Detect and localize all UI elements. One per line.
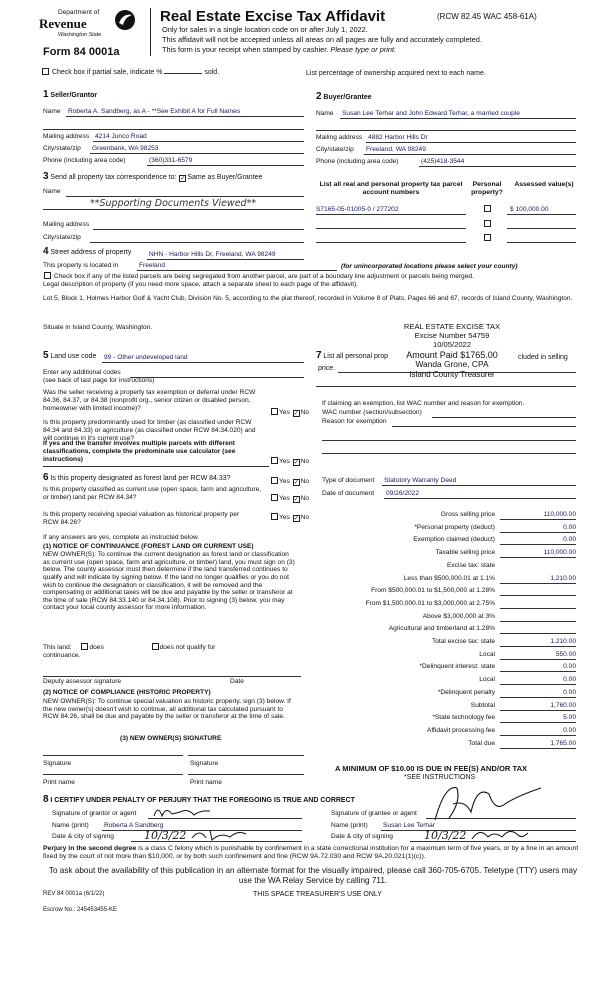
section7-heading: 7 List all personal prop [316, 350, 388, 361]
instructions-note: (see back of last page for instructions) [43, 377, 155, 384]
notice2-text: NEW OWNER(S): To continue special valuation as historic property, sign (3) below. If the new owner(s) doesn't wish to continue, all additional tax calculated pursuant to RCW 84.26, shall be due and payable by the seller or transferor at the time of sale. [43, 698, 291, 721]
exemption-question: Was the seller receiving a property tax exemption or deferral under RCW 84.36, 84.37, or 84.38 (nonprofit org., senior citizen or disabled person, homeowner with limited income)? [43, 389, 256, 412]
owner-print-label-1: Print name [43, 779, 75, 786]
grantee-signature-scribble [405, 782, 545, 824]
calc-label: Local [479, 676, 495, 684]
calc-label: Less than $500,000.01 at 1.1% [403, 574, 495, 582]
deputy-signature-label: Deputy assessor signature [43, 678, 122, 685]
timber-no-checkbox[interactable]: ✓ [293, 460, 299, 466]
owner-print-label-2: Print name [190, 779, 222, 786]
forest-yes-checkbox[interactable] [271, 477, 278, 484]
historic-question: Is this property receiving special valuation as historical property per RCW 84.26? [43, 511, 240, 526]
form-number: Form 84 0001a [43, 46, 120, 58]
header-note3: This form is your receipt when stamped by cashier. Please type or print. [162, 45, 397, 54]
notice1-text: NEW OWNER(S): To continue the current designation as forest land or classification as current use (open space, farm and agriculture, or timber) land, you must sign on (3) below. The county assessor must then determine if the land transferred continues to qualify and will indicate by signing below. If the land no longer qualifies or you do not wish to continue the designation or classification, it will be removed and the compensating or additional taxes will be due and payable by the seller or transferor at the time of sale (RCW 84.33.140 or 84.34.108). Prior to signing (3) below, you may contact your local county assessor for more information. [43, 551, 295, 612]
same-as-buyer-checkbox[interactable]: ✓ [180, 176, 186, 182]
wac-label: WAC number (section/subsection) [322, 409, 422, 416]
legal-description-label: Legal description of property (if you need more space, attach a separate sheet to each page of the affidavit). [43, 281, 359, 288]
buyer-city-label: City/state/zip [316, 146, 354, 153]
revision-label: REV 84 0001a (6/1/22) [43, 891, 105, 897]
seller-heading: 1 Seller/Grantor [43, 89, 98, 100]
section6-heading: 6 Is this property designated as forest land per RCW 84.33? [43, 472, 231, 483]
timber-yes-checkbox[interactable] [271, 457, 278, 464]
notice1-heading: (1) NOTICE OF CONTINUANCE (FOREST LAND OR CURRENT USE) [43, 543, 254, 550]
location-label: This property is located in [43, 262, 119, 269]
calc-label: Affidavit processing fee [426, 726, 495, 734]
exemption-no-checkbox[interactable]: ✓ [293, 411, 299, 417]
revenue-logo-icon [114, 8, 136, 32]
current-use-no-checkbox[interactable]: ✓ [293, 497, 299, 503]
land-use-code-field[interactable]: 99 - Other undeveloped land [104, 354, 188, 361]
form-rcw: (RCW 82.45 WAC 458-61A) [437, 12, 537, 21]
calc-label: Taxable selling price [435, 549, 495, 557]
does-checkbox[interactable] [81, 643, 88, 650]
buyer-address-label: Mailing address [316, 134, 363, 141]
calc-value[interactable]: 0.00 [563, 688, 576, 696]
doc-type-label: Type of document [322, 477, 375, 484]
exemption-yes-no: Yes ✓ No [270, 408, 309, 417]
grantor-signature-label: Signature of grantor or agent [52, 810, 137, 817]
header-note1: Only for sales in a single location code on or after July 1, 2022. [162, 25, 368, 34]
assessed-col-header: Assessed value(s) [514, 181, 574, 188]
property-address-field[interactable]: NHN - Harbor Hills Dr, Freeland, WA 98249 [149, 251, 276, 258]
calc-label: Total due [468, 739, 495, 747]
buyer-phone-label: Phone (including area code) [316, 158, 399, 165]
calc-label: *Personal property (deduct) [414, 523, 495, 531]
grantee-name-field[interactable]: Susan Lee Terhar [383, 822, 435, 829]
calc-value[interactable]: 1,765.00 [550, 739, 576, 747]
deputy-date-label: Date [230, 678, 244, 685]
grantor-date-label: Date & city of signing [52, 833, 114, 840]
buyer-name-field[interactable]: Susan Lee Terhar and John Edward Terhar, a married couple [342, 110, 520, 117]
partial-sale-checkbox[interactable] [42, 68, 49, 75]
grantee-signature-label: Signature of grantee or agent [331, 810, 417, 817]
logo-agency: Revenue [39, 16, 87, 31]
calc-value[interactable]: 0.00 [563, 536, 576, 544]
assessed-value[interactable]: $ 100,000.00 [510, 206, 549, 213]
reason-label: Reason for exemption [322, 418, 387, 425]
section5-heading: 5 Land use code [43, 350, 97, 361]
list-percentage-note: List percentage of ownership acquired next to each name. [306, 70, 486, 77]
sec3-city-label: City/state/zip [43, 234, 81, 241]
calc-label: *Delinquent penalty [437, 688, 495, 696]
accessibility-notice: To ask about the availability of this publication in an alternate format for the visually impaired, please call 360-705-6705. Teletype (TTY) users may use the WA Relay Service by calling 711. [48, 866, 578, 885]
forest-yes-no: Yes ✓ No [270, 477, 309, 486]
notice3-heading: (3) NEW OWNER(S) SIGNATURE [120, 735, 222, 742]
seller-name-label: Name [43, 108, 61, 115]
calc-value[interactable]: 110,000.00 [543, 549, 576, 557]
buyer-heading: 2 Buyer/Grantee [316, 91, 372, 102]
grantee-date-field[interactable]: 10/3/22 [424, 829, 467, 842]
personal-property-checkbox-1[interactable] [484, 205, 491, 212]
calc-label: From $1,500,000.01 to $3,000,000 at 2.75% [365, 599, 495, 607]
calc-value[interactable]: 1,210.00 [550, 638, 576, 645]
forest-no-checkbox[interactable]: ✓ [293, 480, 299, 486]
calc-value[interactable]: 110,000.00 [543, 511, 576, 518]
seller-city-field[interactable]: Greenbank, WA 98253 [92, 145, 159, 152]
historic-no-checkbox[interactable]: ✓ [293, 516, 299, 522]
situate-text: Situate in Island County, Washington. [43, 324, 153, 331]
treasurer-space-label: THIS SPACE TREASURER'S USE ONLY [253, 891, 382, 898]
calc-label: *State technology fee [432, 714, 495, 722]
buyer-phone-field[interactable]: (425)418-3544 [421, 158, 465, 165]
section4-heading: 4 Street address of property [43, 246, 132, 257]
sec3-name-label: Name [43, 188, 61, 195]
calc-label: Total excise tax: state [431, 638, 495, 645]
sec3-address-label: Mailing address [43, 221, 90, 228]
excise-stamp: REAL ESTATE EXCISE TAX Excise Number 54759 10/05/2022 Amount Paid $1765.00 Wanda Grone, CPA Island County Treasurer [403, 322, 501, 379]
timber-question: Is this property predominantly used for timber (as classified under RCW 84.34 and 84.33) or agriculture (as classified under RCW 84.34.020) and will continue in it's current use? [43, 419, 256, 442]
parcel-col-header: List all real and personal property tax parcel account numbers [319, 181, 463, 197]
current-use-question: Is this property classified as current use (open space, farm and agriculture, or timber) land per RCW 84.34? [43, 486, 262, 501]
section3-heading: 3 Send all property tax correspondence to: ✓ Same as Buyer/Grantee [43, 171, 263, 182]
partial-sale-row: Check box if partial sale, indicate % sold. [41, 68, 219, 77]
exemption-yes-checkbox[interactable] [271, 408, 278, 415]
grantee-name-label: Name (print) [331, 822, 368, 829]
calc-value[interactable]: 5.00 [563, 714, 576, 722]
owner-signature-label-2: Signature [190, 760, 219, 767]
does-not-checkbox[interactable] [152, 643, 159, 650]
calc-value[interactable]: 0.00 [563, 523, 576, 531]
buyer-address-field[interactable]: 4882 Harbor Hills Dr [368, 134, 428, 141]
this-land-row: This land: does does not qualify for [43, 644, 216, 651]
calc-label: Above $3,000,000 at 3% [422, 612, 495, 620]
minimum-due-note: A MINIMUM OF $10.00 IS DUE IN FEE(S) AND/OR TAX [335, 764, 528, 773]
escrow-number: Escrow No.: 245453455-KE [43, 907, 118, 913]
location-field[interactable]: Freeland [139, 262, 166, 269]
section8-heading: 8 I CERTIFY UNDER PENALTY OF PERJURY THAT THE FOREGOING IS TRUE AND CORRECT [43, 794, 355, 805]
unincorporated-note: (for unincorporated locations please select your county) [341, 263, 518, 270]
parcel-number[interactable]: S7165-05-01005-0 / 277202 [316, 206, 399, 213]
exemption-instruction: If claiming an exemption, list WAC number and reason for exemption. [322, 400, 525, 407]
grantee-initials-scribble [470, 825, 530, 843]
personal-col-header: Personal property? [471, 181, 503, 197]
grantor-name-label: Name (print) [52, 822, 89, 829]
calc-value[interactable]: 0.00 [563, 726, 576, 734]
calc-value[interactable]: 1,210.00 [550, 574, 576, 582]
doc-date-label: Date of document [322, 490, 375, 497]
grantor-name-field[interactable]: Roberta A Sandberg [104, 822, 164, 829]
calc-value[interactable]: 0.00 [563, 676, 576, 684]
continuance-text: continuance. [43, 652, 81, 659]
timber-yes-no: Yes ✓ No [270, 457, 309, 466]
calc-label: Local [479, 650, 495, 658]
seller-address-label: Mailing address [43, 133, 90, 140]
section7-label-price: price. [318, 365, 336, 372]
calc-label: From $500,000.01 to $1,500,000 at 1.28% [371, 587, 495, 595]
header-note2: This affidavit will not be accepted unless all areas on all pages are fully and accurately completed. [162, 35, 482, 44]
personal-property-checkbox-2[interactable] [484, 220, 491, 227]
owner-signature-label-1: Signature [43, 760, 72, 767]
calc-label: Subtotal [470, 701, 495, 709]
calc-label: *Delinquent interest: state [419, 663, 495, 671]
notice2-heading: (2) NOTICE OF COMPLIANCE (HISTORIC PROPERTY) [43, 689, 211, 696]
current-use-yes-no: Yes ✓ No [270, 494, 309, 503]
grantor-signature-scribble [150, 802, 220, 822]
seller-city-label: City/state/zip [43, 145, 81, 152]
segregated-checkbox[interactable] [44, 272, 51, 279]
calc-label: Excise tax: state [446, 561, 495, 569]
additional-codes-label: Enter any additional codes [43, 369, 121, 376]
grantee-date-label: Date & city of signing [331, 833, 393, 840]
perjury-notice: Perjury in the second degree is a class C felony which is punishable by confinement in a state correctional institution for a maximum term of five years, or by a fine in an amount fixed by the court of not more than $10,000, or by both such confinement and fine (RCW 9A.72.030 and RCW 9A.20.021(1)(c)). [43, 845, 579, 861]
grantor-date-field[interactable]: 10/3/22 [144, 829, 187, 842]
if-yes-note: If any answers are yes, complete as instructed below. [43, 534, 200, 541]
doc-type-field[interactable]: Statutory Warranty Deed [384, 477, 457, 484]
see-instructions-note: *SEE INSTRUCTIONS [404, 774, 476, 781]
calc-value[interactable]: 550.00 [555, 650, 576, 658]
buyer-city-field[interactable]: Freeland, WA 98249 [366, 146, 426, 153]
calc-value[interactable]: 0.00 [563, 663, 576, 671]
current-use-yes-checkbox[interactable] [271, 494, 278, 501]
grantor-initials-scribble [190, 826, 250, 842]
seller-address-field[interactable]: 4214 Junco Road [95, 133, 147, 140]
calc-label: Gross selling price [440, 511, 495, 518]
logo-dept: Department of [58, 9, 100, 16]
buyer-name-label: Name [316, 110, 334, 117]
historic-yes-no: Yes ✓ No [270, 513, 309, 522]
personal-property-checkbox-3[interactable] [484, 234, 491, 241]
section7-label-end: cluded in selling [518, 354, 568, 361]
calc-value[interactable]: 1,760.00 [550, 701, 576, 709]
seller-phone-label: Phone (including area code) [43, 157, 126, 164]
legal-description: Lot 5, Block 1, Holmes Harbor Golf & Yacht Club, Division No. 5, according to the plat thereof, recorded in Volume 8 of Plats, Pages 66 and 67, records of Island County, Washington. [43, 295, 573, 302]
seller-name-field[interactable]: Roberta A. Sandberg, as A - **See Exhibit A for Full Names [68, 108, 241, 115]
predominate-use-note: If yes and the transfer involves multiple parcels with different classifications, complete the predominate use calculator (see instructions) [43, 440, 236, 463]
segregated-row: Check box if any of the listed parcels are being segregated from another parcel, are part of a boundary line adjustment or parcels being merged. [43, 272, 474, 281]
agency-logo [38, 8, 134, 48]
logo-state: Washington State [58, 32, 102, 38]
form-title: Real Estate Excise Tax Affidavit [160, 8, 386, 25]
calc-label: Exemption claimed (deduct) [413, 536, 495, 544]
supporting-documents-stamp: **Supporting Documents Viewed** [90, 198, 257, 209]
seller-phone-field[interactable]: (360)331-6579 [149, 157, 193, 164]
calc-label: Agricultural and timberland at 1.28% [388, 625, 495, 633]
historic-yes-checkbox[interactable] [271, 513, 278, 520]
doc-date-field[interactable]: 09/26/2022 [386, 490, 420, 497]
